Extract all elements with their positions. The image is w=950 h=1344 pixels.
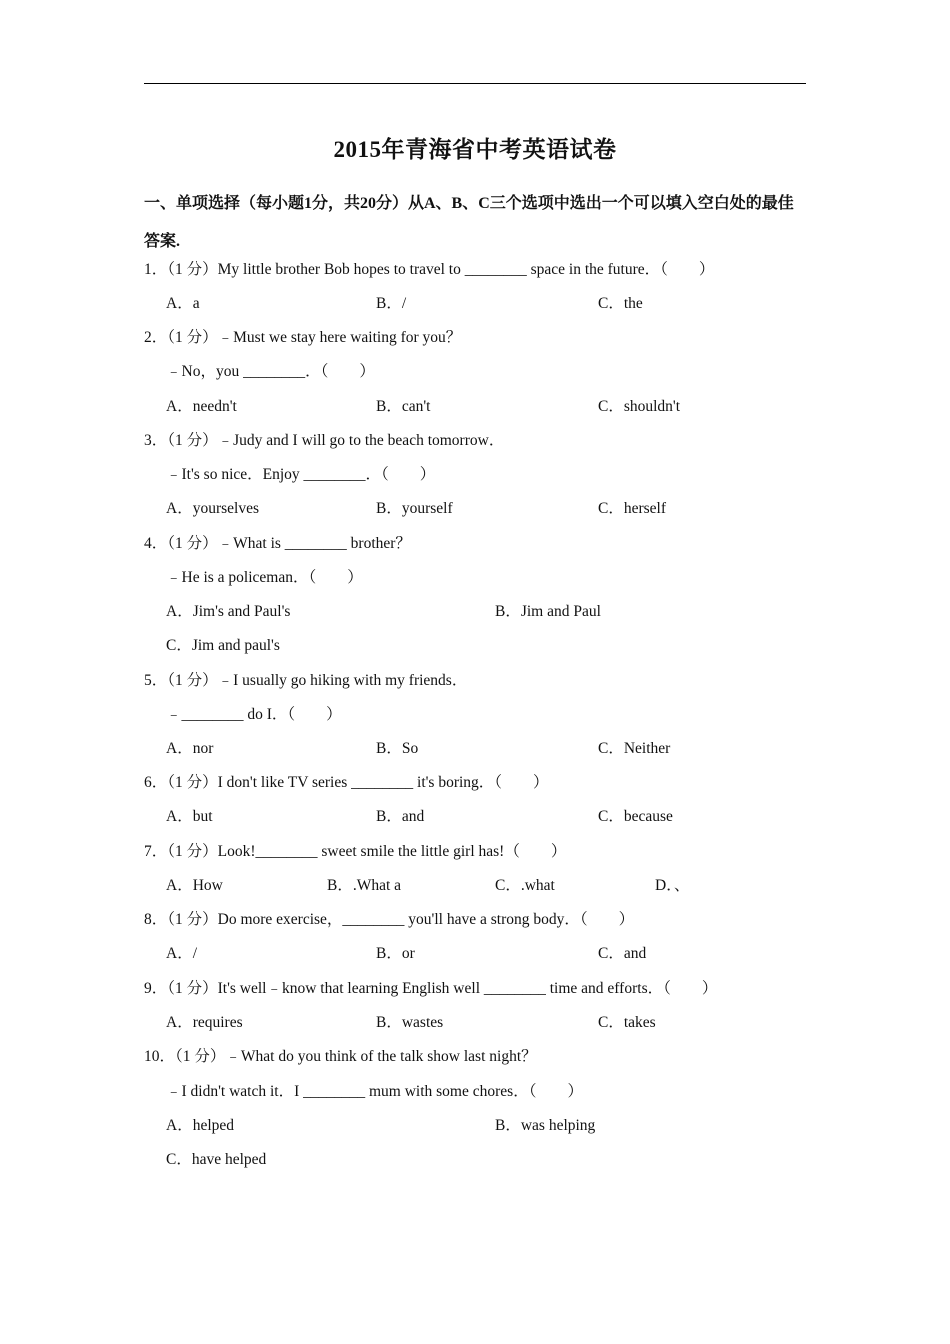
question-10-dialog: ﹣I didn't watch it．I ________ mum with some chores．（ ）	[166, 1083, 583, 1100]
question-4-dialog: ﹣He is a policeman．（ ）	[166, 569, 363, 586]
question-8-option-b[interactable]: B．or	[376, 945, 415, 962]
question-6-option-c[interactable]: C．because	[598, 808, 673, 825]
question-2-option-c[interactable]: C．shouldn't	[598, 398, 681, 415]
question-4-option-a[interactable]: A．Jim's and Paul's	[166, 603, 291, 620]
question-2-option-b[interactable]: B．can't	[376, 398, 431, 415]
question-8-option-c[interactable]: C．and	[598, 945, 647, 962]
question-7-option-c[interactable]: C．.what	[495, 877, 555, 894]
question-2-stem: 2．（1 分）﹣Must we stay here waiting for you？	[144, 329, 462, 346]
question-5-option-a[interactable]: A．nor	[166, 740, 214, 757]
question-4-stem: 4．（1 分）﹣What is ________ brother？	[144, 535, 411, 552]
question-8-stem: 8．（1 分）Do more exercise，________ you'll have a strong body．（ ）	[144, 911, 635, 928]
question-4-option-b[interactable]: B．Jim and Paul	[495, 603, 601, 620]
question-7-option-a[interactable]: A．How	[166, 877, 223, 894]
question-7-option-b[interactable]: B．.What a	[327, 877, 402, 894]
question-1-stem: 1．（1 分）My little brother Bob hopes to travel to ________ space in the future．（ ）	[144, 261, 715, 278]
question-6-option-a[interactable]: A．but	[166, 808, 213, 825]
question-10-stem: 10．（1 分）﹣What do you think of the talk show last night？	[144, 1048, 537, 1065]
question-6-stem: 6．（1 分）I don't like TV series ________ it's boring．（ ）	[144, 774, 549, 791]
question-9-option-a[interactable]: A．requires	[166, 1014, 243, 1031]
question-7-stem: 7．（1 分）Look!________ sweet smile the little girl has!（ ）	[144, 843, 567, 860]
question-1-option-a[interactable]: A．a	[166, 295, 200, 312]
question-2-option-a[interactable]: A．needn't	[166, 398, 237, 415]
question-5-option-c[interactable]: C．Neither	[598, 740, 671, 757]
question-6-option-b[interactable]: B．and	[376, 808, 425, 825]
question-7-option-d[interactable]: D．、	[655, 877, 690, 894]
question-10-option-a[interactable]: A．helped	[166, 1117, 235, 1134]
question-4-option-c[interactable]: C．Jim and paul's	[166, 637, 280, 654]
question-3-option-b[interactable]: B．yourself	[376, 500, 453, 517]
question-10-option-c[interactable]: C．have helped	[166, 1151, 267, 1168]
question-9-option-c[interactable]: C．takes	[598, 1014, 656, 1031]
question-5-stem: 5．（1 分）﹣I usually go hiking with my friends．	[144, 672, 468, 689]
question-1-option-c[interactable]: C．the	[598, 295, 643, 312]
question-2-dialog: ﹣No，you ________．（ ）	[166, 363, 375, 380]
question-10-option-b[interactable]: B．was helping	[495, 1117, 596, 1134]
question-5-option-b[interactable]: B．So	[376, 740, 419, 757]
question-8-option-a[interactable]: A．/	[166, 945, 198, 962]
question-9-stem: 9．（1 分）It's well﹣know that learning English well ________ time and efforts．（ ）	[144, 980, 718, 997]
page-title: 2015年青海省中考英语试卷	[333, 137, 617, 162]
question-3-stem: 3．（1 分）﹣Judy and I will go to the beach tomorrow．	[144, 432, 505, 449]
header-rule	[144, 83, 806, 84]
question-3-option-c[interactable]: C．herself	[598, 500, 667, 517]
question-1-option-b[interactable]: B．/	[376, 295, 407, 312]
question-9-option-b[interactable]: B．wastes	[376, 1014, 444, 1031]
question-3-dialog: ﹣It's so nice．Enjoy ________．（ ）	[166, 466, 436, 483]
question-5-dialog: ﹣________ do I．（ ）	[166, 706, 342, 723]
section-heading: 一、单项选择（每小题1分，共20分）从A、B、C三个选项中选出一个可以填入空白处的最佳	[144, 195, 794, 212]
section-heading-continued: 答案.	[144, 233, 181, 250]
question-3-option-a[interactable]: A．yourselves	[166, 500, 259, 517]
